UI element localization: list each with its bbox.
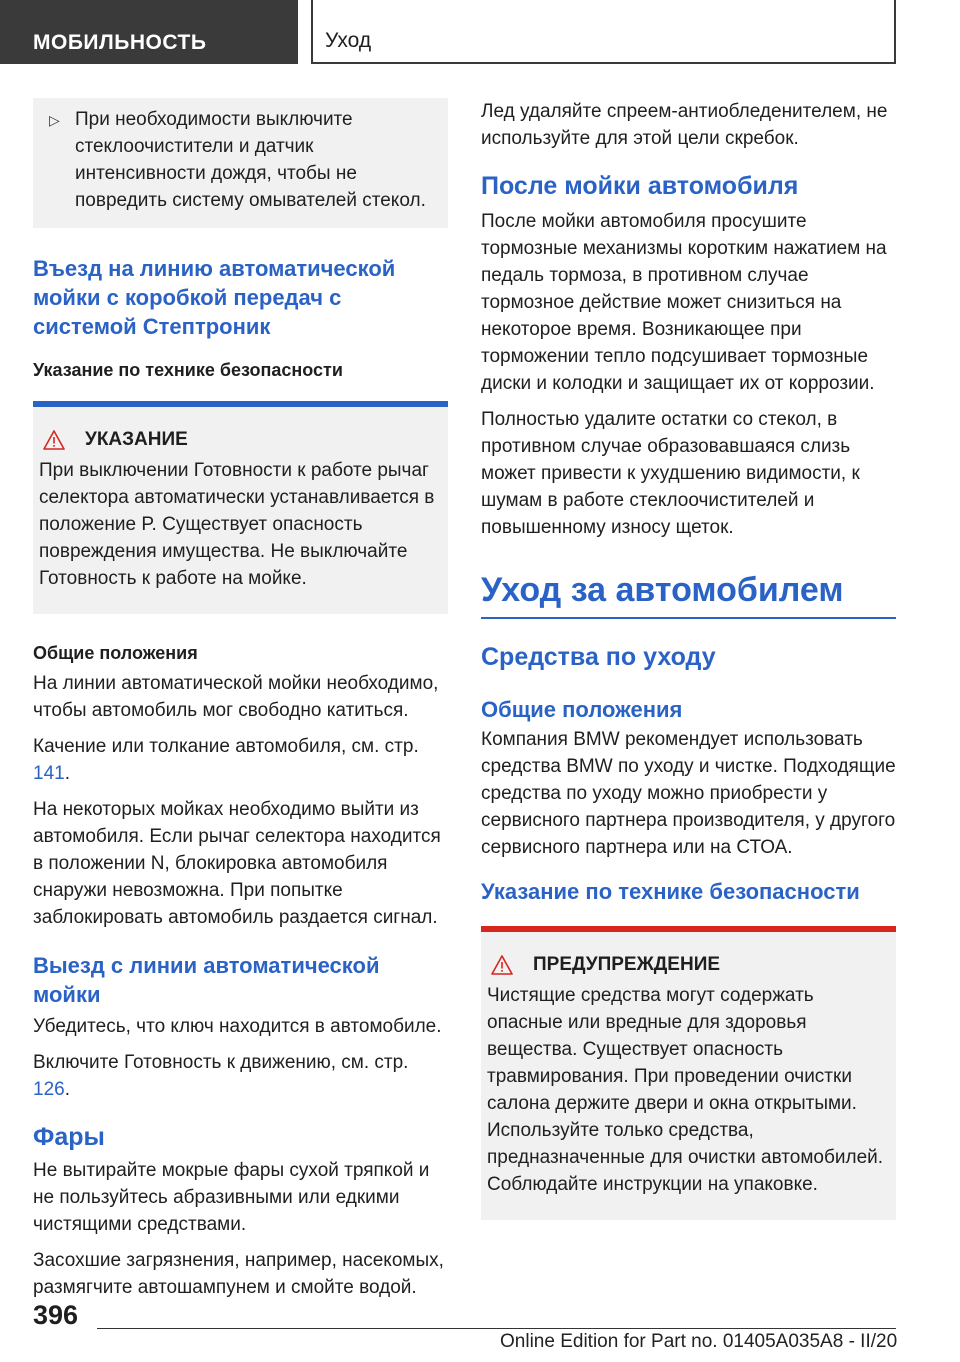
- heading-after-wash: После мойки автомобиля: [481, 172, 799, 200]
- note-box: [33, 98, 448, 228]
- triangle-bullet-icon: ▷: [49, 112, 60, 128]
- paragraph: Лед удаляйте спреем-антиобледенителем, не используйте для этой цели скребок.: [481, 101, 888, 149]
- paragraph: Полностью удалите остатки со стекол, в противном случае образовавшаяся слизь может привести к ухудшению видимости, к шумам в работе стеклоочистителей и повышенному износу щеток.: [481, 409, 860, 538]
- heading-exit: Выезд с линии автоматической мойки: [33, 953, 380, 1007]
- page-link-126[interactable]: 126: [33, 1079, 65, 1100]
- notice-box: [33, 401, 448, 614]
- heading-care-products: Средства по уходу: [481, 643, 716, 671]
- paragraph: После мойки автомобиля просушите тормозные механизмы коротким нажатием на педаль тормоза, в противном случае тормозное действие может снизиться на некоторое время. Возникающее при торможении тепло подсушивает тормозные диски и колодки и защищает их от коррозии.: [481, 211, 887, 394]
- header-chapter-title: Уход: [311, 0, 896, 64]
- paragraph: Компания BMW рекомендует использовать средства BMW по уходу и чистке. Подходящие средства по уходу можно приобрести у сервисного партнера производителя, у другого сервисного партнера или на СТОА.: [481, 729, 896, 858]
- notice-header: [39, 429, 436, 451]
- heading-safety-right: Указание по технике безопасности: [481, 879, 860, 904]
- footer-divider: [97, 1328, 896, 1329]
- paragraph: Убедитесь, что ключ находится в автомобиле.: [33, 1016, 442, 1037]
- warning-header: [487, 954, 884, 976]
- page-link-141[interactable]: 141: [33, 763, 65, 784]
- warning-box: [481, 926, 896, 1220]
- heading-car-care: Уход за автомобилем: [481, 569, 896, 619]
- paragraph: Не вытирайте мокрые фары сухой тряпкой и не пользуйтесь абразивными или едкими чистящими средствами.: [33, 1160, 430, 1235]
- paragraph: На некоторых мойках необходимо выйти из автомобиля. Если рычаг селектора находится в положении N, блокировка автомобиля снаружи невозможна. При попытке заблокировать автомобиль раздается сигнал.: [33, 799, 441, 928]
- heading-general-right: Общие положения: [481, 697, 683, 722]
- note-text: При необходимости выключите стеклоочистители и датчик интенсивности дождя, чтобы не повредить систему омывателей стекол.: [75, 109, 426, 211]
- left-column: [33, 98, 448, 1310]
- notice-title: УКАЗАНИЕ: [85, 429, 188, 450]
- paragraph: Включите Готовность к движению, см. стр. 126.: [33, 1052, 409, 1100]
- heading-entry: Въезд на линию автоматической мойки с коробкой передач с системой Стептроник: [33, 256, 396, 339]
- warning-triangle-icon: [491, 955, 513, 975]
- page-number: 396: [33, 1300, 79, 1330]
- heading-lights: Фары: [33, 1123, 105, 1151]
- warning-triangle-icon: [43, 430, 65, 450]
- heading-safety: Указание по технике безопасности: [33, 360, 343, 380]
- paragraph: Качение или толкание автомобиля, см. стр. 141.: [33, 736, 419, 784]
- notice-text: При выключении Готовности к работе рычаг селектора автоматически устанавливается в положение P. Существует опасность повреждения имущества. Не выключайте Готовность к работе на мойке.: [39, 460, 435, 589]
- heading-general: Общие положения: [33, 643, 198, 663]
- header-section-tab: МОБИЛЬНОСТЬ: [0, 0, 298, 64]
- right-column: [481, 98, 896, 1220]
- warning-text: Чистящие средства могут содержать опасные или вредные для здоровья вещества. Существует опасность травмирования. При проведении очистки салона держите двери и окна открытыми. Используйте только средства, предназначенные для очистки автомобилей. Соблюдайте инструкции на упаковке.: [487, 985, 884, 1195]
- footer-edition: Online Edition for Part no. 01405A035A8 - II/20: [500, 1331, 898, 1352]
- warning-title: ПРЕДУПРЕЖДЕНИЕ: [533, 954, 721, 975]
- paragraph: Засохшие загрязнения, например, насекомых, размягчите автошампунем и смойте водой.: [33, 1250, 444, 1298]
- paragraph: На линии автоматической мойки необходимо, чтобы автомобиль мог свободно катиться.: [33, 673, 439, 721]
